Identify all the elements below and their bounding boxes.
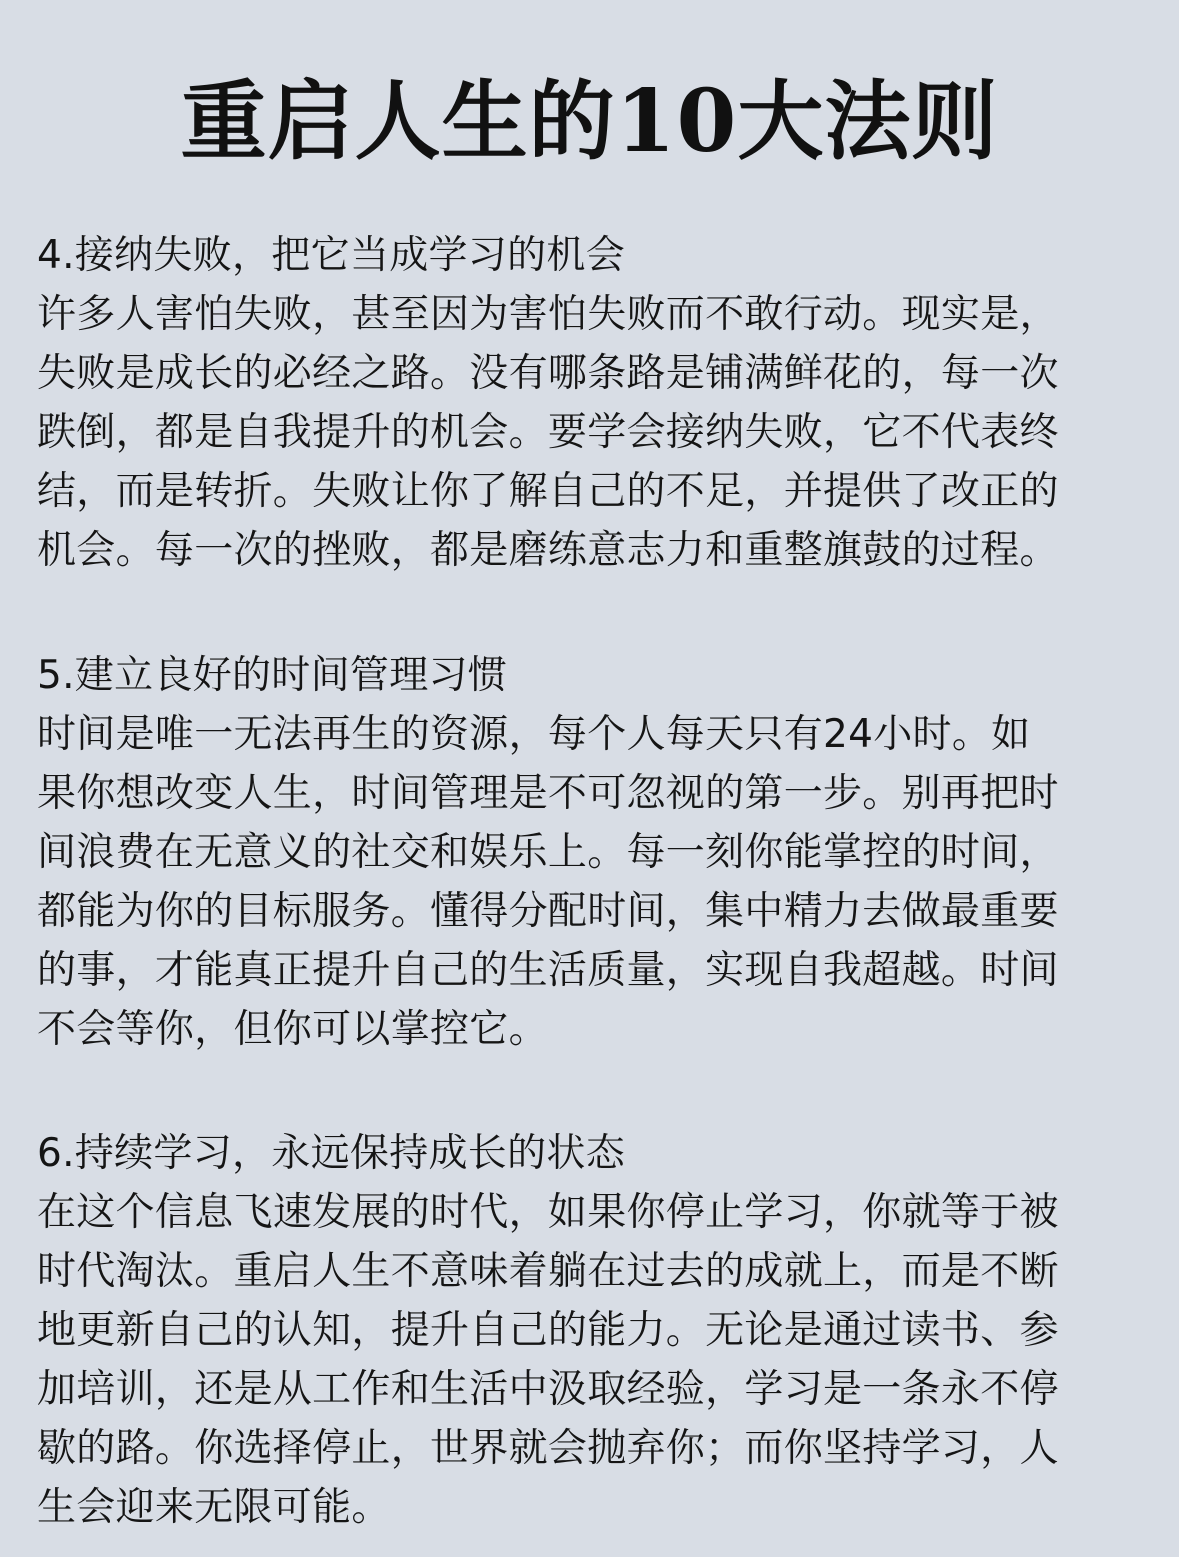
page-title: 重启人生的10大法则 (180, 71, 999, 172)
paragraph-line: 间浪费在无意义的社交和娱乐上。每一刻你能掌控的时间， (37, 830, 1059, 875)
paragraph-line: 生会迎来无限可能。 (37, 1485, 391, 1530)
paragraph-line: 时间是唯一无法再生的资源，每个人每天只有24小时。如 (37, 712, 1031, 757)
paragraph-line: 果你想改变人生，时间管理是不可忽视的第一步。别再把时 (37, 771, 1059, 816)
paragraph-line: 地更新自己的认知，提升自己的能力。无论是通过读书、参 (37, 1308, 1059, 1353)
paragraph-line: 不会等你，但你可以掌控它。 (37, 1007, 548, 1052)
paragraph-line: 跌倒，都是自我提升的机会。要学会接纳失败，它不代表终 (37, 410, 1059, 455)
rule-section-5 (37, 646, 1137, 1059)
paragraph-line: 结，而是转折。失败让你了解自己的不足，并提供了改正的 (37, 469, 1059, 514)
paragraph-line: 时代淘汰。重启人生不意味着躺在过去的成就上，而是不断 (37, 1249, 1059, 1294)
rule-heading: 4.接纳失败，把它当成学习的机会 (37, 233, 626, 278)
paragraph-line: 失败是成长的必经之路。没有哪条路是铺满鲜花的，每一次 (37, 351, 1059, 396)
paragraph-line: 许多人害怕失败，甚至因为害怕失败而不敢行动。现实是， (37, 292, 1059, 337)
rule-heading: 5.建立良好的时间管理习惯 (37, 653, 508, 698)
paragraph-line: 的事，才能真正提升自己的生活质量，实现自我超越。时间 (37, 948, 1059, 993)
paragraph-line: 歇的路。你选择停止，世界就会抛弃你；而你坚持学习，人 (37, 1426, 1059, 1471)
rule-section-6 (37, 1124, 1137, 1537)
paragraph-line: 机会。每一次的挫败，都是磨练意志力和重整旗鼓的过程。 (37, 528, 1059, 573)
paragraph-line: 加培训，还是从工作和生活中汲取经验，学习是一条永不停 (37, 1367, 1059, 1412)
rule-section-4 (37, 226, 1137, 580)
paragraph-line: 都能为你的目标服务。懂得分配时间，集中精力去做最重要 (37, 889, 1059, 934)
rule-heading: 6.持续学习，永远保持成长的状态 (37, 1131, 626, 1176)
paragraph-line: 在这个信息飞速发展的时代，如果你停止学习，你就等于被 (37, 1190, 1059, 1235)
